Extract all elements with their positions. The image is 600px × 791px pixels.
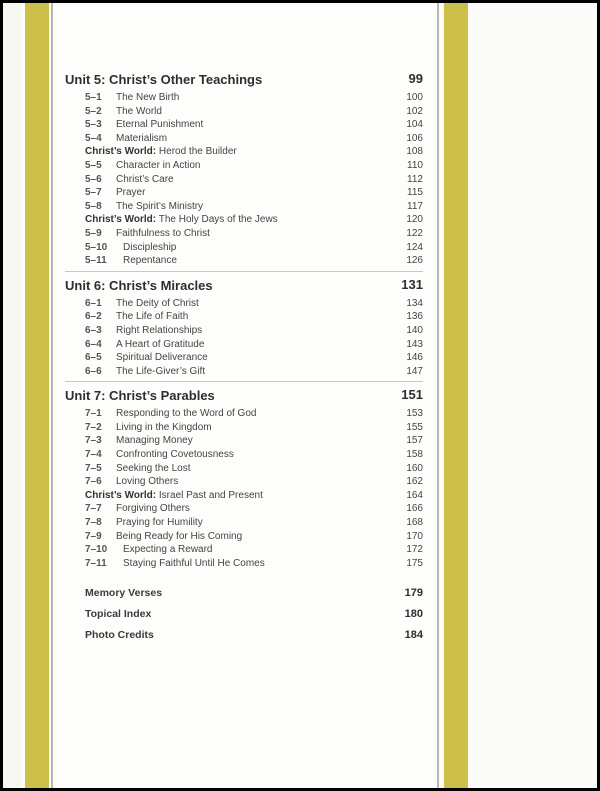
lesson-title: Eternal Punishment [116,119,204,131]
toc-row [65,105,423,119]
toc-row [65,324,423,338]
toc-row [65,489,423,503]
lesson-number: 6–1 [85,297,102,309]
unit-page: 99 [408,71,423,86]
lesson-number: 6–2 [85,311,102,323]
lesson-number: 7–1 [85,408,102,420]
lesson-number: 7–2 [85,421,102,433]
lesson-number: 5–1 [85,92,102,103]
left-accent-bar [25,3,49,788]
lesson-title: Prayer [116,187,146,199]
lesson-title: Repentance [123,255,177,267]
toc-row [65,200,423,214]
lesson-number: 6–4 [85,338,102,350]
page-number: 115 [407,187,423,199]
right-margin [468,3,597,788]
lesson-number: 7–6 [85,476,102,488]
lesson-title: Seeking the Lost [116,462,191,474]
right-rule [437,3,439,788]
toc-row [65,338,423,352]
toc-row [65,543,423,557]
lesson-title: The Life of Faith [116,311,189,323]
christs-world-entry [85,489,263,503]
lesson-number: 5–6 [85,173,102,185]
lesson-title: Right Relationships [116,324,203,336]
end-matter-page: 179 [404,587,423,600]
right-accent-bar [444,3,468,788]
entry-title: The Holy Days of the Jews [158,214,278,226]
lesson-number: 5–2 [85,105,102,117]
lesson-number: 5–8 [85,200,102,212]
lesson-number: 5–4 [85,132,102,144]
lesson-title: Discipleship [123,241,177,253]
lesson-number: 5–7 [85,187,102,199]
page-number: 112 [407,173,423,185]
toc-row [65,145,423,159]
lesson-number: 7–9 [85,530,102,542]
lesson-title: The Spirit’s Ministry [116,200,204,212]
page-number: 108 [406,146,423,158]
lesson-title: Faithfulness to Christ [116,227,210,239]
toc-row [65,310,423,324]
christs-world-entry [85,145,237,159]
toc-row [65,421,423,435]
toc-row [65,434,423,448]
page-number: 175 [406,557,423,569]
page-number: 164 [406,489,423,501]
page-number: 166 [406,503,423,515]
lesson-number: 7–3 [85,435,102,447]
lesson-title: Loving Others [116,476,179,488]
toc-row [65,516,423,530]
entry-title: Israel Past and Present [158,489,263,501]
lesson-number: 6–5 [85,352,102,364]
toc-row [65,91,423,105]
toc-row [65,254,423,268]
lesson-title: Spiritual Deliverance [116,352,208,364]
toc-row [65,557,423,571]
lesson-title: The New Birth [116,92,180,103]
end-matter-row [65,583,423,603]
lesson-title: Responding to the Word of God [116,408,257,420]
page-number: 147 [406,365,423,377]
lesson-title: A Heart of Gratitude [116,338,205,350]
page-number: 102 [406,105,423,117]
lesson-title: The World [116,105,162,117]
page-number: 134 [406,297,423,309]
page-number: 106 [406,132,423,144]
lesson-number: 7–5 [85,462,102,474]
end-matter-title: Photo Credits [85,629,154,642]
lesson-title: Praying for Humility [116,517,203,529]
page-number: 146 [406,352,423,364]
lesson-title: Materialism [116,132,168,144]
unit-title: Unit 7: Christ’s Parables [65,388,215,404]
lesson-title: Expecting a Reward [123,544,213,556]
christs-world-label: Christ’s World: [85,146,157,158]
unit-heading [65,277,423,297]
page-number: 157 [406,435,423,447]
lesson-number: 5–3 [85,119,102,131]
unit-title: Unit 6: Christ’s Miracles [65,277,213,293]
toc-row [65,475,423,489]
end-matter-title: Topical Index [85,608,152,621]
lesson-number: 5–11 [85,255,107,267]
lesson-title: The Deity of Christ [116,297,199,309]
end-matter-page: 184 [404,629,423,642]
entry-title: Herod the Builder [158,146,237,158]
lesson-number: 7–8 [85,517,102,529]
lesson-number: 6–6 [85,365,102,377]
toc-row [65,213,423,227]
page-number: 160 [406,462,423,474]
lesson-number: 7–7 [85,503,102,515]
toc-row [65,530,423,544]
unit-title: Unit 5: Christ’s Other Teachings [65,72,263,87]
page-number: 162 [406,476,423,488]
lesson-number: 7–11 [85,557,107,569]
left-rule [51,3,53,788]
toc-row [65,186,423,200]
page-number: 122 [406,227,423,239]
toc-row [65,118,423,132]
lesson-title: Confronting Covetousness [116,449,234,461]
lesson-number: 5–10 [85,241,108,253]
unit-page: 131 [401,276,423,292]
lesson-title: Character in Action [116,159,201,171]
section-divider [65,573,423,574]
toc-row [65,227,423,241]
lesson-title: The Life-Giver’s Gift [116,365,206,377]
page-number: 100 [406,92,423,103]
toc-row [65,241,423,255]
page-number: 153 [406,408,423,420]
section-divider [65,271,423,272]
page-number: 168 [406,517,423,529]
toc-row [65,351,423,365]
toc-row [65,132,423,146]
lesson-title: Managing Money [116,435,193,447]
toc-row [65,173,423,187]
page-number: 155 [406,421,423,433]
page-number: 172 [406,544,423,556]
lesson-title: Christ’s Care [116,173,174,185]
end-matter-row [65,625,423,645]
lesson-number: 6–3 [85,324,102,336]
page-number: 110 [407,159,423,171]
page-number: 158 [406,449,423,461]
page-number: 104 [406,119,423,131]
lesson-title: Staying Faithful Until He Comes [123,557,265,569]
page-number: 140 [406,324,423,336]
end-matter-title: Memory Verses [85,587,163,600]
toc-row [65,502,423,516]
end-matter-page: 180 [404,608,423,621]
lesson-number: 7–10 [85,544,108,556]
toc-row [65,448,423,462]
unit-heading [65,71,423,91]
page-number: 120 [406,214,423,226]
lesson-title: Living in the Kingdom [116,421,212,433]
page-number: 124 [406,241,423,253]
section-divider [65,381,423,382]
lesson-title: Forgiving Others [116,503,190,515]
unit-heading [65,387,423,407]
christs-world-label: Christ’s World: [85,489,157,501]
toc-row [65,159,423,173]
toc-row [65,365,423,379]
page-number: 117 [407,200,423,212]
end-matter-row [65,604,423,624]
page-number: 136 [406,311,423,323]
lesson-number: 5–5 [85,159,102,171]
christs-world-entry [85,213,278,227]
table-of-contents [65,71,423,646]
lesson-title: Being Ready for His Coming [116,530,243,542]
lesson-number: 7–4 [85,449,102,461]
toc-row [65,407,423,421]
toc-row [65,297,423,311]
page-number: 126 [406,255,423,267]
lesson-number: 5–9 [85,227,102,239]
christs-world-label: Christ’s World: [85,214,157,226]
page-number: 170 [406,530,423,542]
unit-page: 151 [401,387,423,403]
toc-row [65,462,423,476]
page-number: 143 [406,338,423,350]
